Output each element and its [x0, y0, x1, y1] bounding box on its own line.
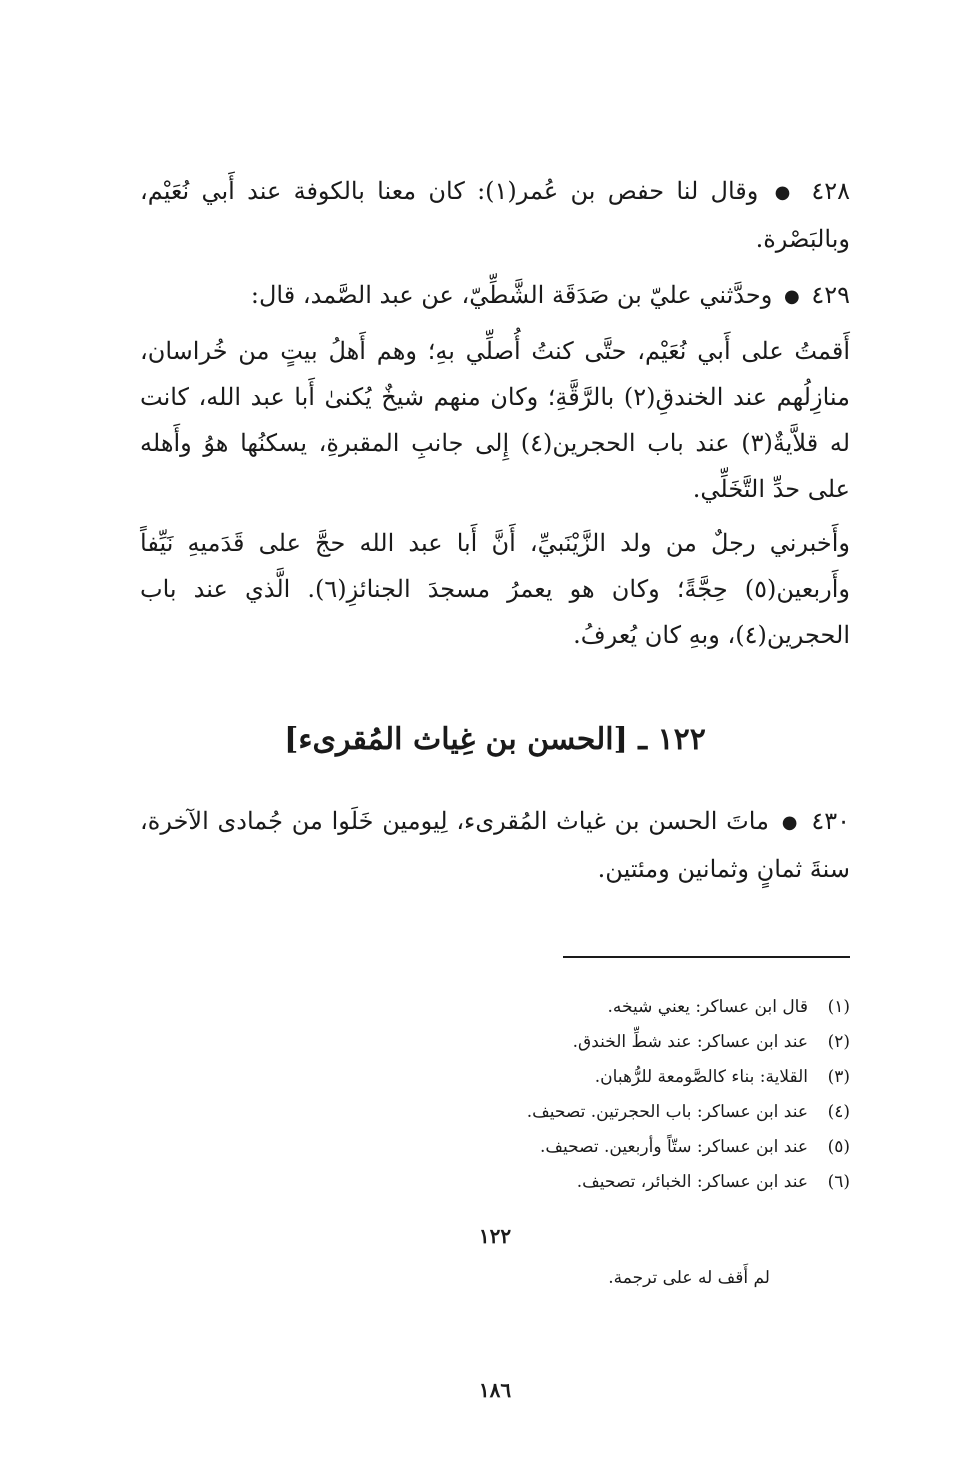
body-paragraph: وأَخبرني رجلٌ من ولد الزَّيْنَبيِّ، أَنَّ أَبا عبد الله حجَّ على قَدَميهِ نَيِّفاً وأَربعين(٥) حِجَّةً؛ وكان هو يعمرُ مسجدَ الجنائزِ(٦). الَّذي عند باب الحجرين(٤)، وبهِ كان يُعرفُ.	[140, 529, 850, 649]
footnote-text: قال ابن عساكر: يعني شيخه.	[607, 997, 808, 1017]
footnote-number: (٤)	[827, 1102, 850, 1122]
footnote-number: (٦)	[827, 1172, 850, 1192]
footnote-text: عند ابن عساكر: ستّاً وأربعين. تصحيف.	[540, 1137, 808, 1157]
footnotes-list	[300, 990, 850, 1200]
footnote	[300, 1130, 850, 1165]
entry-number: ٤٣٠	[811, 807, 850, 835]
bullet-icon: ●	[781, 811, 799, 833]
entry-429	[140, 272, 850, 320]
section-heading: ١٢٢ ـ [الحسن بن غِياث المُقرىء]	[284, 722, 706, 757]
entry-428	[140, 168, 850, 262]
entry-number: ٤٢٨	[811, 177, 851, 205]
footnote	[300, 1025, 850, 1060]
bullet-icon: ●	[783, 285, 800, 307]
footnote-section-note: لم أَقف له على ترجمة.	[608, 1268, 770, 1288]
footnote	[300, 990, 850, 1025]
footnote-text: عند ابن عساكر: عند شطِّ الخندق.	[572, 1032, 808, 1052]
entry-430	[140, 798, 850, 892]
entry-text: وقال لنا حفص بن عُمر(١): كان معنا بالكوفة عند أَبي نُعَيْم، وبالبَصْرة.	[140, 177, 850, 253]
footnote-section-number: ١٢٢	[478, 1224, 512, 1248]
footnote	[300, 1165, 850, 1200]
bullet-icon: ●	[774, 181, 796, 203]
footnote-number: (٥)	[827, 1137, 850, 1157]
footnote	[300, 1095, 850, 1130]
entry-number: ٤٢٩	[811, 281, 850, 309]
paragraph-2	[140, 520, 850, 658]
paragraph-1	[140, 328, 850, 512]
footnote	[300, 1060, 850, 1095]
footnote-number: (٣)	[827, 1067, 850, 1087]
footnote-text: عند ابن عساكر: الخبائر، تصحيف.	[576, 1172, 808, 1192]
footnote-text: القلاية: بناء كالصَّومعة للرُّهبان.	[594, 1067, 808, 1087]
footnote-number: (١)	[827, 997, 850, 1017]
footnote-divider	[563, 956, 850, 958]
footnote-number: (٢)	[827, 1032, 850, 1052]
body-paragraph: أَقمتُ على أَبي نُعَيْم، حتَّى كنتُ أُصلِّي بهِ؛ وهم أَهلُ بيتٍ من خُراسان، منازِلُهم عند الخندقِ(٢) بالرَّقَّةِ؛ وكان منهم شيخٌ يُكنىٰ أَبا عبد الله، كانت له قلاَّيةٌ(٣) عند باب الحجرين(٤) إِلى جانبِ المقبرةِ، يسكنُها هوُ وأَهله على حدِّ التَّخَلِّي.	[140, 337, 851, 503]
entry-text: وحدَّثني عليّ بن صَدَقَة الشَّطِّيّ، عن عبد الصَّمد، قال:	[250, 281, 773, 309]
page-number: ١٨٦	[478, 1378, 512, 1402]
entry-text: ماتَ الحسن بن غياث المُقرىء، لِيومين خَلَوا من جُمادى الآخرة، سنةَ ثمانٍ وثمانين ومئتين.	[140, 807, 850, 883]
footnote-text: عند ابن عساكر: باب الحجرتين. تصحيف.	[526, 1102, 808, 1122]
